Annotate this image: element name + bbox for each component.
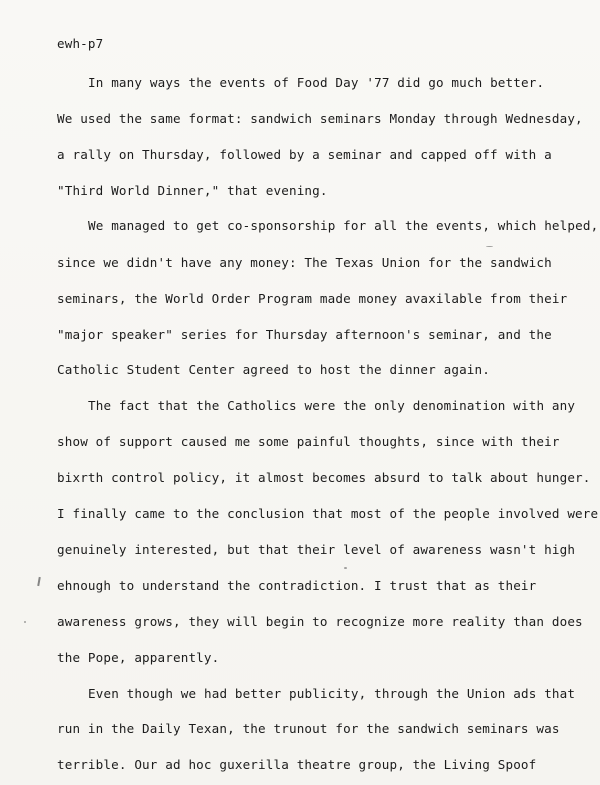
text-line-8: "major speaker" series for Thursday afternoon's seminar, and the: [57, 327, 552, 342]
text-line-14: genuinely interested, but that their level of awareness wasn't high: [57, 542, 576, 557]
paper-speck: [486, 246, 493, 247]
paper-speck: [344, 567, 347, 569]
text-line-11: show of support caused me some painful thoughts, since with their: [57, 434, 560, 449]
text-line-17: the Pope, apparently.: [57, 650, 220, 665]
text-line-20: terrible. Our ad hoc guxerilla theatre group, the Living Spoof: [57, 757, 537, 772]
text-line-10: The fact that the Catholics were the only denomination with any: [88, 398, 576, 413]
text-line-7: seminars, the World Order Program made money avaxilable from their: [57, 291, 568, 306]
text-line-4: "Third World Dinner," that evening.: [57, 183, 328, 198]
margin-mark: [37, 577, 41, 586]
text-line-19: run in the Daily Texan, the trunout for the sandwich seminars was: [57, 721, 560, 736]
page-header: ewh-p7: [57, 36, 104, 51]
text-line-2: We used the same format: sandwich seminars Monday through Wednesday,: [57, 111, 583, 126]
text-line-3: a rally on Thursday, followed by a seminar and capped off with a: [57, 147, 552, 162]
text-line-18: Even though we had better publicity, through the Union ads that: [88, 686, 576, 701]
paper-speck: [24, 621, 26, 623]
text-line-9: Catholic Student Center agreed to host the dinner again.: [57, 362, 490, 377]
text-line-5: We managed to get co-sponsorship for all the events, which helped,: [88, 218, 599, 233]
text-line-13: I finally came to the conclusion that most of the people involved were: [57, 506, 599, 521]
text-line-16: awareness grows, they will begin to recognize more reality than does: [57, 614, 583, 629]
text-line-12: bixrth control policy, it almost becomes absurd to talk about hunger.: [57, 470, 591, 485]
text-line-6: since we didn't have any money: The Texas Union for the sandwich: [57, 255, 552, 270]
text-line-15: ehnough to understand the contradiction. I trust that as their: [57, 578, 537, 593]
text-line-1: In many ways the events of Food Day '77 did go much better.: [88, 75, 545, 90]
